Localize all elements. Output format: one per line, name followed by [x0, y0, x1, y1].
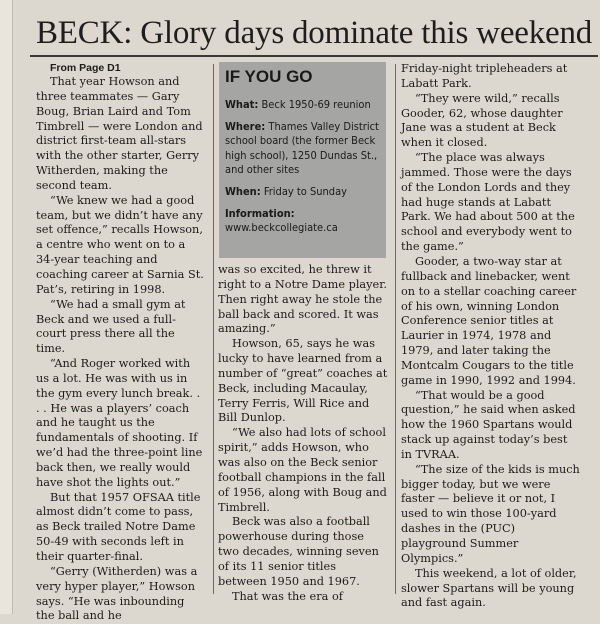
paragraph: This weekend, a lot of older, slower Spartans will be young and fast again. — [401, 566, 577, 610]
infobox-where — [225, 120, 380, 178]
article-column-3 — [401, 62, 581, 611]
info-label: Information: — [225, 206, 295, 220]
paragraph: “They were wild,” recalls Gooder, 62, whose daughter Jane was a student at Beck when it closed. — [401, 91, 563, 150]
if-you-go-box — [219, 62, 386, 258]
paragraph: “The size of the kids is much bigger today, but we were faster — believe it or not, I used to win those 100-yard dashes in the (PUC) playground Summer Olympics.” — [401, 462, 580, 565]
column-divider — [213, 262, 214, 594]
paragraph: “We also had lots of school spirit,” adds Howson, who was also on the Beck senior football champions in the fall of 1956, along with Boug and Timbrell. — [218, 426, 387, 514]
paragraph: Beck was also a football powerhouse during those two decades, winning seven of its 11 senior titles between 1950 and 1967. — [218, 515, 379, 588]
paragraph: Friday-night tripleheaders at Labatt Park. — [401, 62, 568, 90]
headline-rule — [30, 55, 598, 57]
page-edge — [0, 0, 13, 614]
info-url: www.beckcollegiate.ca — [225, 221, 338, 235]
paragraph: But that 1957 OFSAA title almost didn’t come to pass, as Beck trailed Notre Dame 50-49 with seconds left in their quarter-final. — [36, 490, 201, 563]
paragraph: “The place was always jammed. Those were the days of the London Lords and they had huge stands at Labatt Park. We had about 500 at the school and everybody went to the game.” — [401, 151, 575, 254]
paragraph: Gooder, a two-way star at fullback and linebacker, went on to a stellar coaching career of his own, winning London Conference senior titles at Laurier in 1974, 1978 and 1979, and later taking the Montcalm Cougars to the title game in 1990, 1992 and 1994. — [401, 254, 577, 387]
from-page-label: From Page D1 — [50, 62, 121, 74]
what-label: What: — [225, 98, 259, 111]
when-value: Friday to Sunday — [263, 184, 348, 198]
article-column-2 — [218, 263, 388, 604]
column-divider — [213, 64, 214, 262]
infobox-what — [225, 98, 380, 113]
paragraph: “And Roger worked with us a lot. He was with us in the gym every lunch break. . . . He was a players’ coach and he taught us the fundamentals of shooting. If we’d had the three-point line back then, we really would have shot the lights out.” — [36, 357, 203, 489]
paragraph: was so excited, he threw it right to a Notre Dame player. Then right away he stole the ball back and scored. It was amazing.” — [218, 263, 387, 336]
infobox-when — [225, 185, 380, 200]
paragraph: “That would be a good question,” he said when asked how the 1960 Spartans would stack up against today’s best in TVRAA. — [401, 388, 576, 461]
infobox-info — [225, 207, 380, 236]
article-column-1 — [36, 62, 206, 624]
paragraph: “We had a small gym at Beck and we used a full-court press there all the time. — [36, 297, 186, 356]
paragraph: “Gerry (Witherden) was a very hyper player,” Howson says. “He was inbounding the ball and he — [36, 564, 198, 623]
where-value: Thames Valley District school board (the former Beck high school), 1250 Dundas St., and other sites — [225, 119, 379, 177]
column-divider — [395, 64, 396, 594]
paragraph: Howson, 65, says he was lucky to have learned from a number of “great” coaches at Beck, including Macaulay, Terry Ferris, Will Rice and Bill Dunlop. — [218, 337, 388, 425]
paragraph: That was the era of — [232, 589, 343, 603]
when-label: When: — [225, 184, 261, 198]
infobox-title: IF YOU GO — [225, 67, 313, 86]
what-value: Beck 1950-69 reunion — [261, 98, 371, 111]
headline: BECK: Glory days dominate this weekend — [36, 15, 593, 51]
paragraph: “We knew we had a good team, but we didn’t have any set offence,” recalls Howson, a centre who went on to a 34-year teaching and coaching career at Sarnia St. Pat’s, retiring in 1998. — [36, 193, 204, 296]
paragraph: That year Howson and three teammates — Gary Boug, Brian Laird and Tom Timbrell — were London and district first-team all-stars with the other starter, Gerry Witherden, making the second team. — [36, 75, 203, 192]
where-label: Where: — [225, 119, 266, 133]
